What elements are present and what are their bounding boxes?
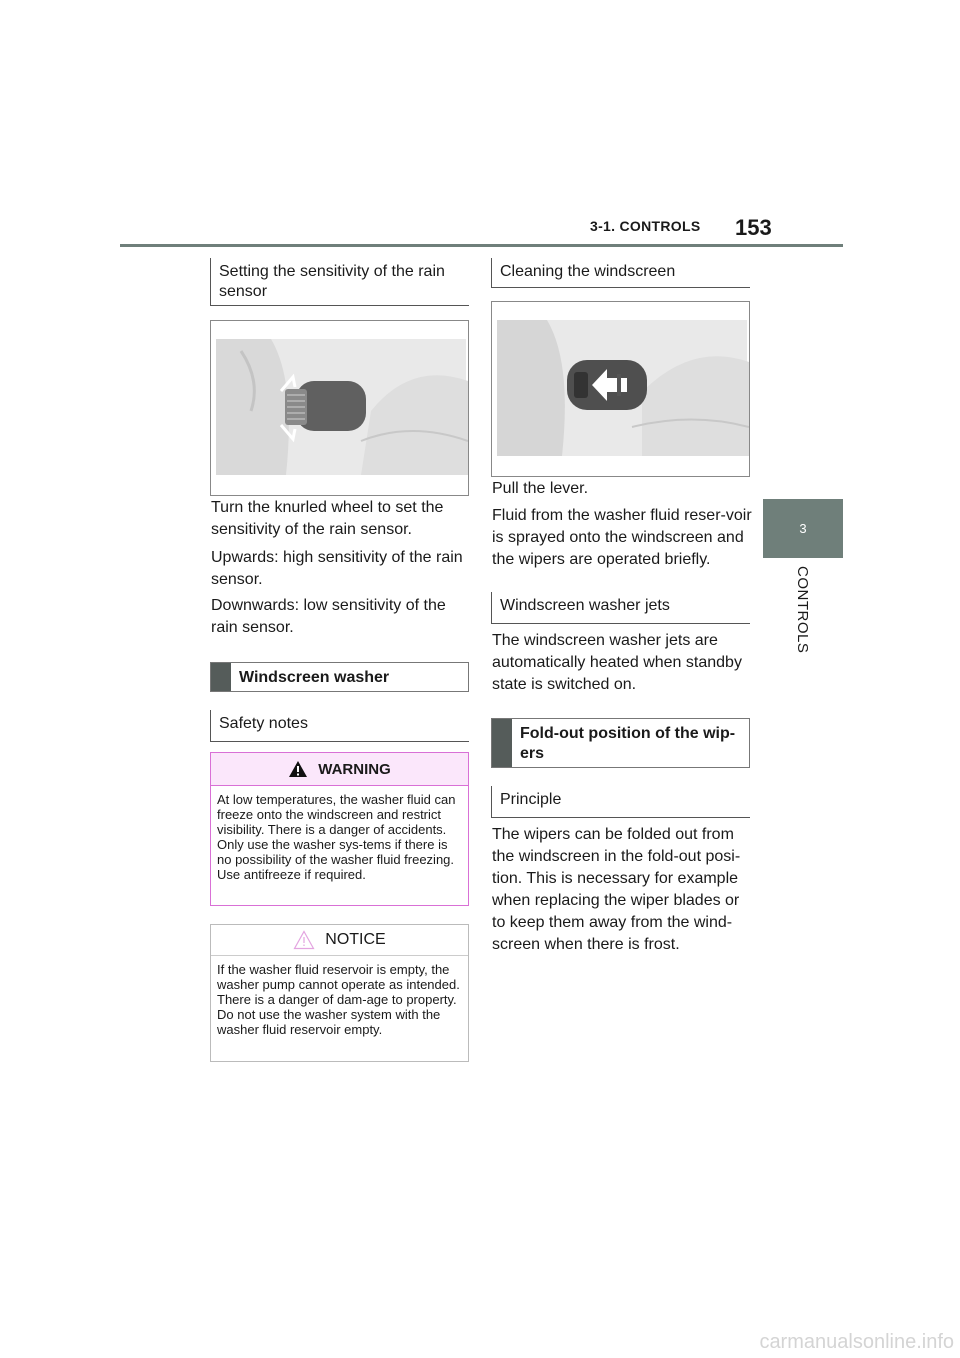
paragraph-upwards: Upwards: high sensitivity of the rain sensor. bbox=[211, 549, 463, 588]
notice-header bbox=[211, 925, 468, 956]
heading-windscreen-washer bbox=[210, 662, 469, 692]
heading-text: Windscreen washer bbox=[239, 669, 390, 686]
rain-sensor-illustration bbox=[211, 321, 468, 495]
paragraph-turn-wheel: Turn the knurled wheel to set the sensitivity of the rain sensor. bbox=[211, 499, 444, 538]
warning-text: At low temperatures, the washer fluid can freeze onto the windscreen and restrict visibility. There is a danger of accidents. Only use the washer sys-tems if there is no possibility of the washer fluid freezing. Use antifreeze if required. bbox=[217, 792, 456, 882]
paragraph-downwards: Downwards: low sensitivity of the rain sensor. bbox=[211, 597, 446, 636]
chapter-label: CONTROLS bbox=[794, 566, 811, 654]
warning-box bbox=[210, 752, 469, 906]
watermark: carmanualsonline.info bbox=[759, 1331, 954, 1353]
subheading-rain-sensor: Setting the sensitivity of the rain sensor bbox=[210, 258, 469, 306]
notice-title: NOTICE bbox=[325, 931, 386, 948]
paragraph-pull-lever: Pull the lever. bbox=[492, 480, 589, 497]
chapter-tab: 3 bbox=[763, 499, 843, 558]
heading-fold-out-position bbox=[491, 718, 750, 768]
warning-header bbox=[211, 753, 468, 786]
paragraph-jets-heated: The windscreen washer jets are automatically heated when standby state is switched on. bbox=[492, 632, 742, 693]
figure-washer-lever bbox=[491, 301, 750, 477]
notice-text: If the washer fluid reservoir is empty, the washer pump cannot operate as intended. There is a danger of dam-age to property. Do not use the washer system with the washer fluid reservoir empty. bbox=[217, 962, 460, 1037]
heading-text: Fold-out position of the wip-ers bbox=[520, 725, 736, 762]
subheading-safety-notes: Safety notes bbox=[210, 710, 469, 742]
washer-lever-illustration bbox=[492, 302, 749, 476]
notice-box bbox=[210, 924, 469, 1062]
warning-triangle-icon bbox=[288, 760, 308, 778]
subheading-cleaning-windscreen: Cleaning the windscreen bbox=[491, 258, 750, 288]
section-title: 3-1. CONTROLS bbox=[590, 218, 701, 234]
subheading-principle: Principle bbox=[491, 786, 750, 818]
paragraph-fluid-sprayed: Fluid from the washer fluid reser-voir is sprayed onto the windscreen and the wipers are operated briefly. bbox=[492, 507, 752, 568]
notice-triangle-icon bbox=[293, 930, 315, 950]
subheading-washer-jets: Windscreen washer jets bbox=[491, 592, 750, 624]
figure-rain-sensor-wheel bbox=[210, 320, 469, 496]
header-rule bbox=[120, 244, 843, 247]
heading-block bbox=[492, 719, 512, 767]
page-number: 153 bbox=[735, 215, 772, 240]
paragraph-principle: The wipers can be folded out from the windscreen in the fold-out posi-tion. This is necessary for example when replacing the wiper blades or to keep them away from the wind-screen when there is frost. bbox=[492, 826, 741, 953]
warning-title: WARNING bbox=[318, 760, 391, 778]
heading-block bbox=[211, 663, 231, 691]
